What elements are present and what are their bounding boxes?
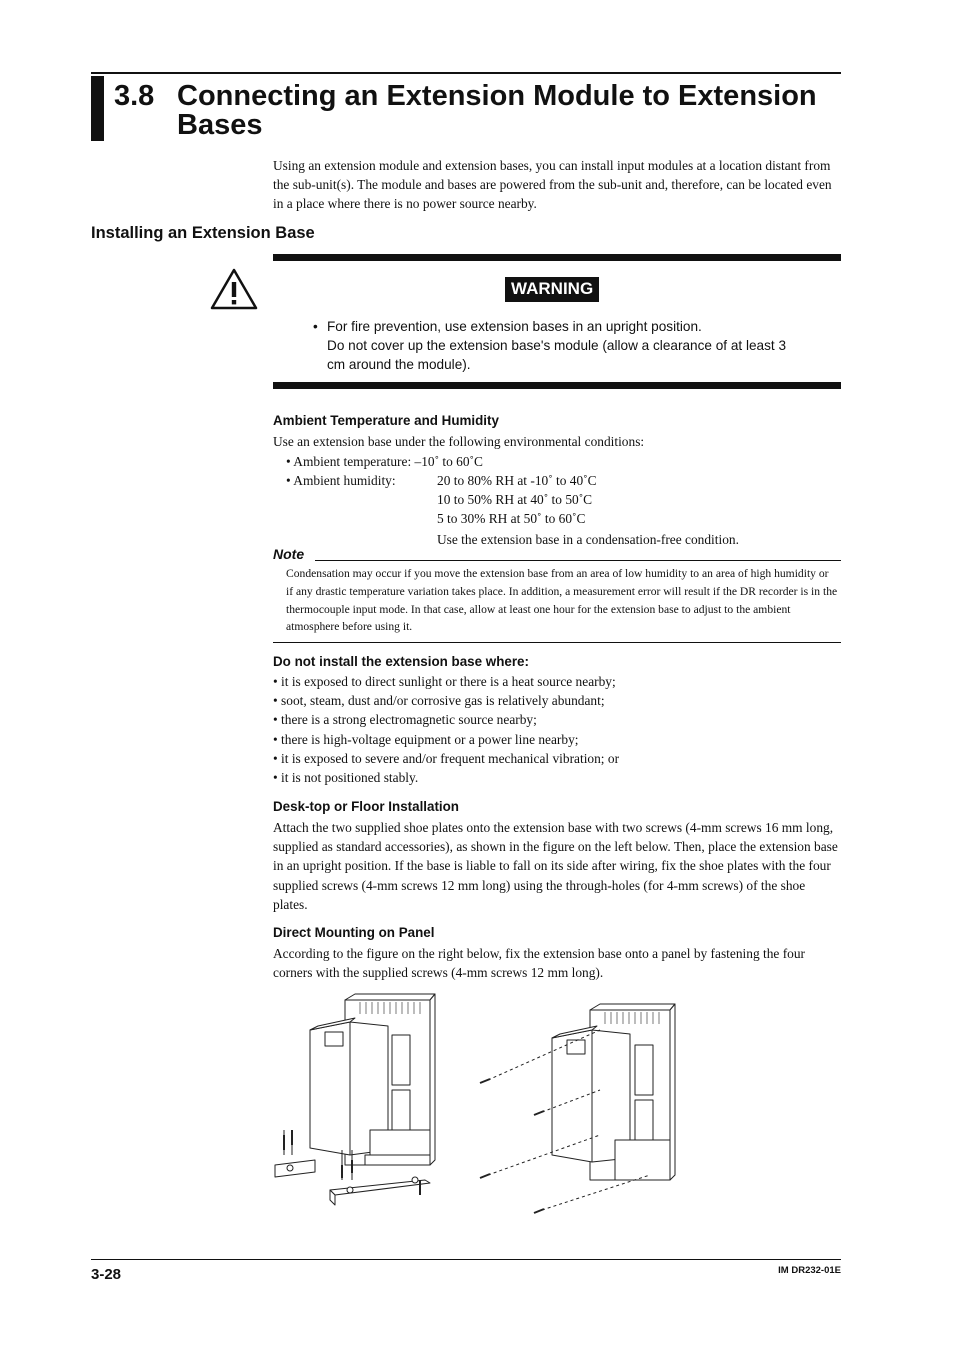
humidity-value: 5 to 30% RH at 50˚ to 60˚C: [437, 511, 586, 527]
page-number: 3-28: [91, 1266, 122, 1283]
section-title-line2: Bases: [177, 109, 263, 141]
title-rule: [91, 72, 841, 74]
warning-line1: For fire prevention, use extension bases in an upright position.: [327, 319, 702, 334]
ambient-heading: Ambient Temperature and Humidity: [273, 413, 499, 428]
page-title: [114, 82, 844, 140]
section-title-line1: Connecting an Extension Module to Extension: [177, 80, 817, 112]
humidity-value: 10 to 50% RH at 40˚ to 50˚C: [437, 492, 593, 508]
list-item: • soot, steam, dust and/or corrosive gas is relatively abundant;: [273, 693, 605, 709]
humidity-value: 20 to 80% RH at -10˚ to 40˚C: [437, 473, 597, 488]
donot-heading: Do not install the extension base where:: [273, 654, 529, 669]
footer-rule: [91, 1259, 841, 1260]
note-text: Condensation may occur if you move the extension base from an area of low humidity to an area of high humidity or if any drastic temperature variation takes place. In addition, a measurement error will result if the DR recorder is in the thermocouple input mode. In that case, allow at least one hour for the extension base to adjust to the ambient atmosphere before using it.: [286, 567, 838, 634]
installing-heading: Installing an Extension Base: [91, 224, 315, 242]
intro-paragraph: Using an extension module and extension bases, you can install input modules at a location distant from the sub-unit(s). The module and bases are powered from the sub-unit and, therefore, can be located even in a place where there is no power source nearby.: [273, 158, 832, 212]
direct-heading: Direct Mounting on Panel: [273, 925, 435, 940]
list-item: • it is not positioned stably.: [273, 770, 419, 786]
section-number: 3.8: [114, 80, 155, 112]
note-label: Note: [273, 546, 305, 562]
title-side-bar: [91, 76, 104, 141]
humidity-value: Use the extension base in a condensation-free condition.: [437, 531, 739, 547]
warning-line2: Do not cover up the extension base's module (allow a clearance of at least 3 cm around the module).: [327, 338, 787, 372]
ambient-humidity-label: • Ambient humidity:: [286, 473, 396, 488]
list-item: • it is exposed to direct sunlight or there is a heat source nearby;: [273, 674, 616, 689]
warning-bullet: •: [313, 319, 318, 334]
donot-list: [273, 672, 843, 787]
warning-bottom-bar: [273, 382, 841, 389]
document-id: IM DR232-01E: [778, 1265, 841, 1276]
list-item: • there is a strong electromagnetic source nearby;: [273, 712, 537, 728]
note-top-rule: [315, 560, 841, 561]
direct-text: According to the figure on the right below, fix the extension base onto a panel by fastening the four corners with the supplied screws (4-mm screws 12 mm long).: [273, 946, 806, 981]
list-item: • there is high-voltage equipment or a power line nearby;: [273, 731, 579, 747]
desk-heading: Desk-top or Floor Installation: [273, 799, 459, 814]
desk-text: Attach the two supplied shoe plates onto the extension base with two screws (4-mm screws 16 mm long, supplied as standard accessories), as shown in the figure on the left below. Then, place the extension base in an upright position. If the base is liable to fall on its side after wiring, fix the shoe plates with the four supplied screws (4-mm screws 12 mm long) using the through-holes (for 4-mm screws) of the shoe plates.: [273, 820, 838, 912]
ambient-temperature: • Ambient temperature: –10˚ to 60˚C: [286, 454, 483, 469]
note-bottom-rule: [273, 642, 841, 643]
right-base-drawing: [552, 1004, 675, 1180]
warning-label: WARNING: [505, 277, 599, 302]
warning-text: [313, 317, 793, 374]
ambient-humidity-values: [437, 471, 837, 549]
ambient-text: Use an extension base under the following environmental conditions:: [273, 434, 645, 449]
list-item: • it is exposed to severe and/or frequent mechanical vibration; or: [273, 750, 620, 766]
warning-triangle-icon: [210, 268, 258, 310]
installation-figure: [270, 990, 690, 1220]
warning-top-bar: [273, 254, 841, 261]
left-base-drawing: [275, 994, 435, 1205]
